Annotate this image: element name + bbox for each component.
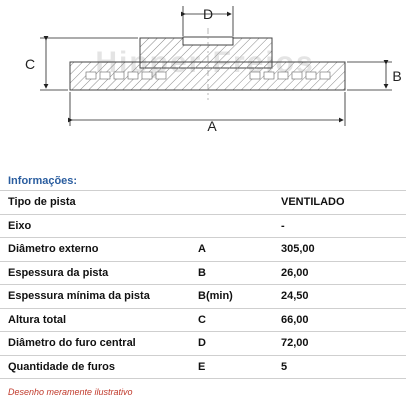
spec-name: Diâmetro do furo central [0,332,198,356]
disc-ring [70,62,345,90]
spec-code [198,191,281,215]
spec-name: Altura total [0,308,198,332]
spec-code: C [198,308,281,332]
spec-code: D [198,332,281,356]
info-title: Informações: [8,175,78,187]
table-row [0,308,406,332]
spec-code: B [198,261,281,285]
spec-name: Quantidade de furos [0,355,198,379]
dimension-b-label: B [392,68,402,84]
spec-value: 26,00 [281,261,406,285]
spec-name: Eixo [0,214,198,238]
spec-value: - [281,214,406,238]
dimension-d-label: D [202,6,214,22]
spec-code: A [198,238,281,262]
spec-name: Espessura mínima da pista [0,285,198,309]
table-row [0,355,406,379]
spec-name: Diâmetro externo [0,238,198,262]
table-row [0,214,406,238]
table-row [0,238,406,262]
spec-value: 5 [281,355,406,379]
dimension-a-label: A [207,118,217,134]
spec-value: 66,00 [281,308,406,332]
dimension-c-label: C [24,56,36,72]
spec-value: VENTILADO [281,191,406,215]
spec-name: Espessura da pista [0,261,198,285]
specs-table [0,190,406,379]
spec-name: Tipo de pista [0,191,198,215]
table-row [0,332,406,356]
table-row [0,285,406,309]
spec-code [198,214,281,238]
spec-value: 24,50 [281,285,406,309]
illustration-note: Desenho meramente ilustrativo [8,387,133,397]
table-row [0,191,406,215]
spec-value: 72,00 [281,332,406,356]
spec-value: 305,00 [281,238,406,262]
table-row [0,261,406,285]
brake-disc-drawing [0,0,406,165]
spec-code: E [198,355,281,379]
spec-code: B(min) [198,285,281,309]
